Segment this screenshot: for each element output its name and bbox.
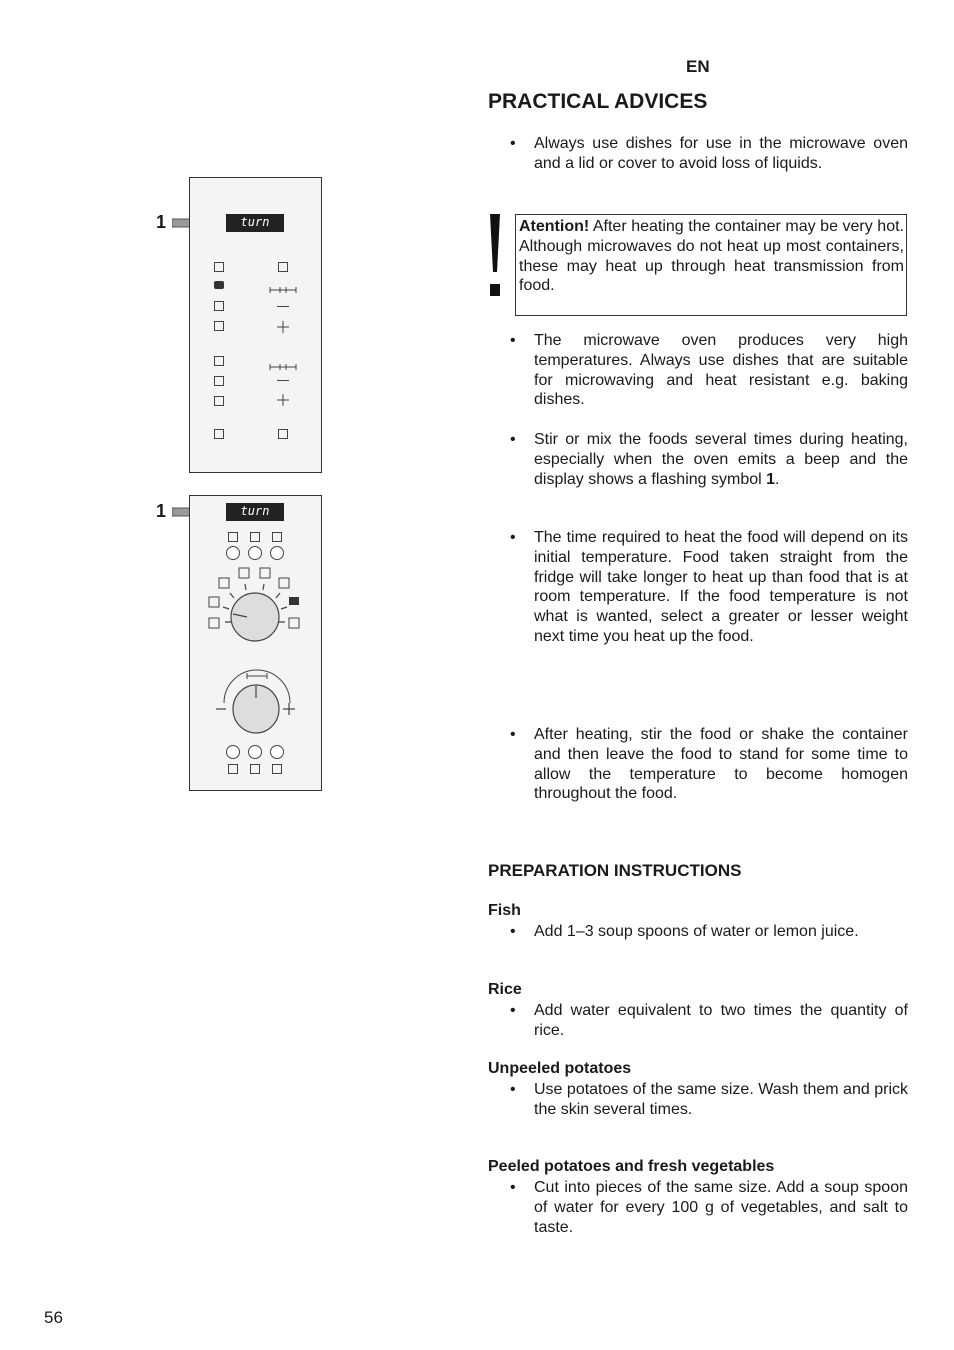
bullet-mark: • <box>510 529 516 546</box>
bullet-text: Use potatoes of the same size. Wash them and prick the skin several times. <box>534 1081 908 1118</box>
page-number: 56 <box>44 1308 63 1327</box>
list-item <box>510 922 908 942</box>
callout-number: 1 <box>156 501 167 521</box>
warning-box <box>515 214 907 316</box>
minus-icon[interactable] <box>277 380 289 381</box>
start-icon <box>228 764 238 774</box>
minus-icon[interactable] <box>277 306 289 307</box>
time-range-icon <box>269 286 297 294</box>
display-screen: turn <box>226 214 284 232</box>
microwave-icon[interactable] <box>214 262 224 272</box>
bullet-mark: • <box>510 1081 516 1098</box>
stir-text: Stir or mix the foods several times during heating, especially when the oven emits a beep and the display shows a flashing symbol <box>534 431 908 488</box>
mode-selector-knob[interactable] <box>200 562 312 652</box>
bullet-text: Add water equivalent to two times the quantity of rice. <box>534 1002 908 1039</box>
heat-icon[interactable] <box>214 396 224 406</box>
weight-icon <box>228 532 238 542</box>
auto-cook-icon[interactable] <box>214 356 224 366</box>
stop-button[interactable] <box>248 745 262 759</box>
plus-icon[interactable] <box>276 320 290 334</box>
weight-button[interactable] <box>226 546 240 560</box>
list-item <box>510 725 908 804</box>
list-item <box>510 1080 908 1120</box>
warning-lead: Atention! <box>519 218 590 235</box>
bullet-text: Always use dishes for use in the microwave oven and a lid or cover to avoid loss of liquids. <box>534 135 908 172</box>
plus-icon[interactable] <box>276 393 290 407</box>
stop-icon[interactable] <box>278 429 288 439</box>
callout-number: 1 <box>156 212 167 232</box>
power-button[interactable] <box>248 546 262 560</box>
weight-range-icon <box>269 363 297 371</box>
prep-heading: Fish <box>488 902 521 919</box>
exclamation-icon <box>488 214 502 296</box>
bullet-text: Cut into pieces of the same size. Add a soup spoon of water for every 100 g of vegetables, and salt to taste. <box>534 1179 908 1236</box>
bullet-mark: • <box>510 726 516 743</box>
bullet-text: After heating, stir the food or shake the container and then leave the food to stand for some time to allow the temperature to become homogen throughout the food. <box>534 726 908 803</box>
prep-heading: Unpeeled potatoes <box>488 1060 632 1077</box>
bullet-mark: • <box>510 923 516 940</box>
combi-icon[interactable] <box>214 301 224 311</box>
clock-icon[interactable] <box>278 262 288 272</box>
list-item <box>510 430 908 489</box>
prep-heading: Rice <box>488 981 522 998</box>
list-item <box>510 1001 908 1041</box>
clock-button[interactable] <box>270 546 284 560</box>
start-icon[interactable] <box>214 429 224 439</box>
bullet-text: Add 1–3 soup spoons of water or lemon juice. <box>534 923 859 940</box>
clock-icon <box>272 532 282 542</box>
bullet-mark: • <box>510 1002 516 1019</box>
time-weight-knob[interactable] <box>212 668 302 738</box>
oven-icon[interactable] <box>214 376 224 386</box>
stir-end: . <box>775 470 780 488</box>
grill-icon[interactable] <box>214 281 224 289</box>
door-open-icon <box>272 764 282 774</box>
list-item <box>510 331 908 410</box>
start-button[interactable] <box>226 745 240 759</box>
stop-icon <box>250 764 260 774</box>
bullet-text <box>534 430 908 489</box>
door-button[interactable] <box>270 745 284 759</box>
bullet-mark: • <box>510 431 516 448</box>
language-code: EN <box>686 57 710 76</box>
power-icon <box>250 532 260 542</box>
warning-text: After heating the container may be very hot. Although microwaves do not heat up most containers, these may heat up through heat transmission from food. <box>519 218 904 295</box>
list-item <box>510 1178 908 1237</box>
prep-heading: Peeled potatoes and fresh vegetables <box>488 1158 775 1175</box>
page-title: PRACTICAL ADVICES <box>488 90 708 113</box>
list-item <box>510 528 908 647</box>
bullet-mark: • <box>510 1179 516 1196</box>
bullet-text: The time required to heat the food will depend on its initial temperature. Food taken straight from the fridge will take longer to heat up than food that is at room temperature. If the food temperature is not what is wanted, select a greater or lesser weight next time you heat up the food. <box>534 529 908 645</box>
section-title: PREPARATION INSTRUCTIONS <box>488 861 742 880</box>
list-item <box>510 134 908 174</box>
bullet-text: The microwave oven produces very high temperatures. Always use dishes that are suitable for microwaving and heat resistant e.g. baking dishes. <box>534 332 908 409</box>
bullet-mark: • <box>510 135 516 152</box>
bullet-mark: • <box>510 332 516 349</box>
flashing-symbol: 1 <box>766 470 776 488</box>
defrost-icon[interactable] <box>214 321 224 331</box>
display-screen: turn <box>226 503 284 521</box>
